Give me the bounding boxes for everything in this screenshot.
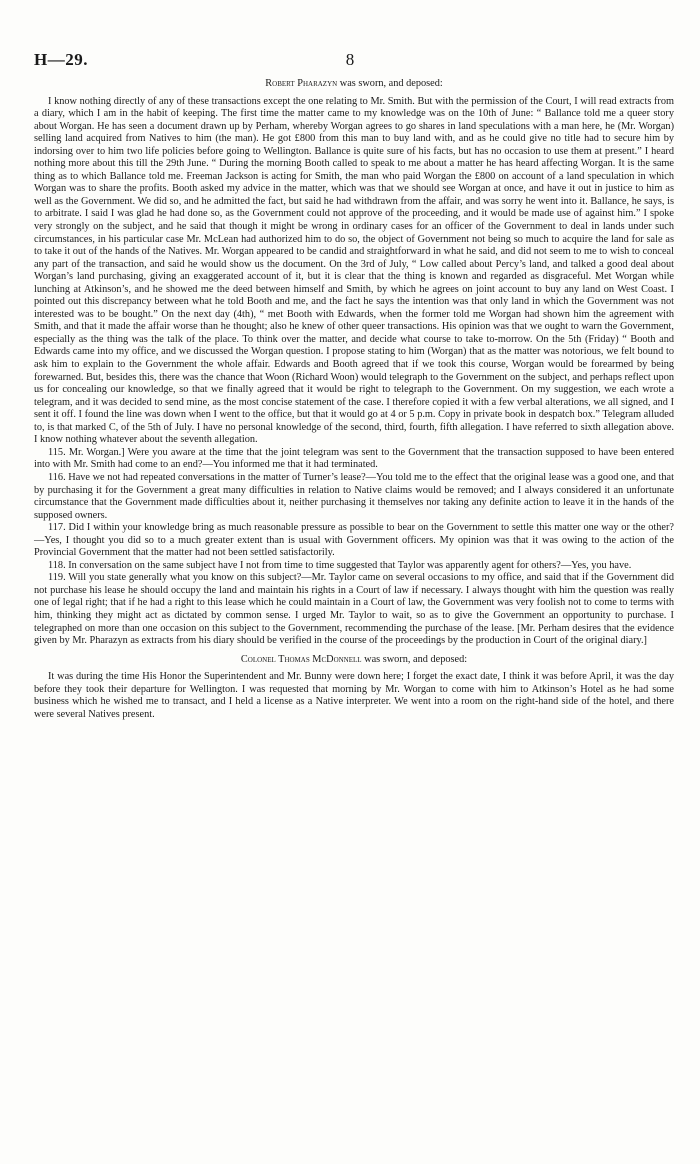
witness-name: Colonel Thomas McDonnell <box>240 653 362 665</box>
page-number: 8 <box>345 50 355 69</box>
question-118: 118. In conversation on the same subject have I not from time to time suggested that Taylor was apparently agent for others?—Yes, you have. <box>48 559 632 571</box>
question-116: 116. Have we not had repeated conversations in the matter of Turner’s lease?—You told me to the effect that the original lease was a good one, and that by purchasing it for the Government a great many difficulties in relation to Native claims would be removed; and I always considered it an unfortunate circumstance that the Government made difficulties about it, neither purchasing it themselves nor taking any definite action to leave it in the hands of the supposed owners. <box>34 471 674 521</box>
witness-name: Robert Pharazyn <box>265 78 338 89</box>
witness-heading-rest: was sworn, and deposed: <box>361 653 468 665</box>
document-body <box>34 78 674 721</box>
witness-heading-pharazyn <box>34 78 674 91</box>
witness-heading-mcdonnell <box>34 654 674 667</box>
question-119: 119. Will you state generally what you know on this subject?—Mr. Taylor came on several occasions to my office, and said that if the Government did not purchase his lease he should occupy the land and maintain his rights in a Court of law if necessary. I always thought with him the question was really one of legal right; that if he had a right to this lease which he could maintain in a Court of law, the Government was very foolish not to come to terms with him, thinking they might act as dictated by common sense. I urged Mr. Taylor to wait, so as to give the Government an opportunity to purchase. I telegraphed on more than one occasion on this subject to the Government, recommending the purchase of the lease. [Mr. Perham desires that the evidence given by Mr. Pharazyn as extracts from his diary should be verified in the course of the proceedings by the production in Court of the original diary.] <box>34 572 674 647</box>
witness-heading-rest: was sworn, and deposed: <box>337 78 443 89</box>
testimony-paragraph: It was during the time His Honor the Superintendent and Mr. Bunny were down here; I forget the exact date, I think it was before April, it was the day before they took their departure for Wellington. I was requested that morning by Mr. Worgan to come with him to Atkinson’s Hotel as he had some business which he wished me to transact, and I held a license as a Native interpreter. We went into a room on the right-hand side of the hotel, and there were several Natives present. <box>34 671 674 720</box>
paper-reference: H—29. <box>34 50 88 69</box>
testimony-paragraph: I know nothing directly of any of these transactions except the one relating to Mr. Smith. But with the permission of the Court, I will read extracts from a diary, which I am in the habit of keeping. The first time the matter came to my knowledge was on the 10th of June: “ Ballance told me a queer story about Worgan. He has seen a document drawn up by Perham, whereby Worgan agrees to go shares in land speculations with a man here, he (Mr. Worgan) selling land acquired from Natives to him (the man). He got £800 from this man to buy land with, and as he could give no title had to secure him by indorsing over to him two life policies before going to Wellington. Ballance is quite sure of his facts, but has no occasion to use them at present.” I heard nothing more about this till the 29th June. “ During the morning Booth called to speak to me about a matter he has heard affecting Worgan. It is the same thing as to which Ballance told me. Freeman Jackson is acting for Smith, the man who paid Worgan the £800 on account of a land speculation in which Worgan was to share the profits. Booth asked my advice in the matter, which was that we should see Worgan at once, and have it out in justice to him as well as the Government. We did so, and he admitted the fact, but said he had withdrawn from the affair, and was sorry he went into it. Ballance, he says, is to arbitrate. I said I was glad he had done so, as the Government could not approve of the proceeding, and it would be made use of against him.” I spoke very strongly on the subject, and he said that though it might be wrong in ordinary cases for an officer of the Government to deal in lands under such circumstances, in his particular case Mr. McLean had authorized him to do so, the object of Government not being so much to acquire the land for sale as to take it out of the hands of the Natives. Mr. Worgan appeared to be candid and straightforward in what he said, and did not seem to me to wish to conceal any part of the transaction, and said he would show us the document. On the 3rd of July, “ Low called about Percy’s land, and talked a good deal about Worgan’s land purchasing, giving an exaggerated account of it, but it is clear that the thing is known and regarded as disgraceful. Met Worgan while lunching at Atkinson’s, and he showed me the deed between himself and Smith, by which he agrees on joint account to buy any land on West Coast. I pointed out this discrepancy between what he told Booth and me, and the fact he says the intention was that only land in which the Government was not interested was to be bought.” On the next day (4th), “ met Booth with Edwards, when the former told me Worgan had shown him the agreement with Smith, and that it made the affair worse than he thought; also he knew of other queer transactions. His opinion was that we ought to warn the Government, especially as the thing was the talk of the place. To think over the matter, and decide what course to take to-morrow. On the 5th (Friday) “ Booth and Edwards came into my office, and we discussed the Worgan question. I propose stating to him (Worgan) that as the matter was notorious, we felt bound to ask him to explain to the Government the whole affair. Edwards and Booth agreed that if we took this course, Worgan would be forearmed by being forewarned. But, besides this, there was the chance that Woon (Richard Woon) would telegraph to the Government on the subject, and perhaps reflect upon us for concealing our knowledge, so that we finally agreed that it would be right to telegraph to the Government. On my suggestion, we each wrote a telegram, and it was decided to send mine, as the most concise statement of the case. I therefore copied it with a few verbal alterations, we all signed, and I sent it off. I found the line was down when I went to the office, but that it would go at 4 or 5 p.m. Copy in private book in despatch box.” Telegram alluded to, is that marked C, of the 5th of July. I have no personal knowledge of the second, third, fourth, fifth allegation. I have referred to sixth allegation above. I know nothing whatever about the seventh allegation. <box>34 95 674 446</box>
page-header <box>0 50 700 74</box>
question-115: 115. Mr. Worgan.] Were you aware at the time that the joint telegram was sent to the Government that the transaction supposed to have been entered into with Mr. Smith had come to an end?—You informed me that it had terminated. <box>34 446 674 471</box>
question-117: 117. Did I within your knowledge bring as much reasonable pressure as possible to bear on the Government to settle this matter one way or the other?—Yes, I thought you did so to a much greater extent than is usual with Government officers. My opinion was that it was owing to the action of the Provincial Government that the matter had not been settled satisfactorily. <box>34 522 674 559</box>
